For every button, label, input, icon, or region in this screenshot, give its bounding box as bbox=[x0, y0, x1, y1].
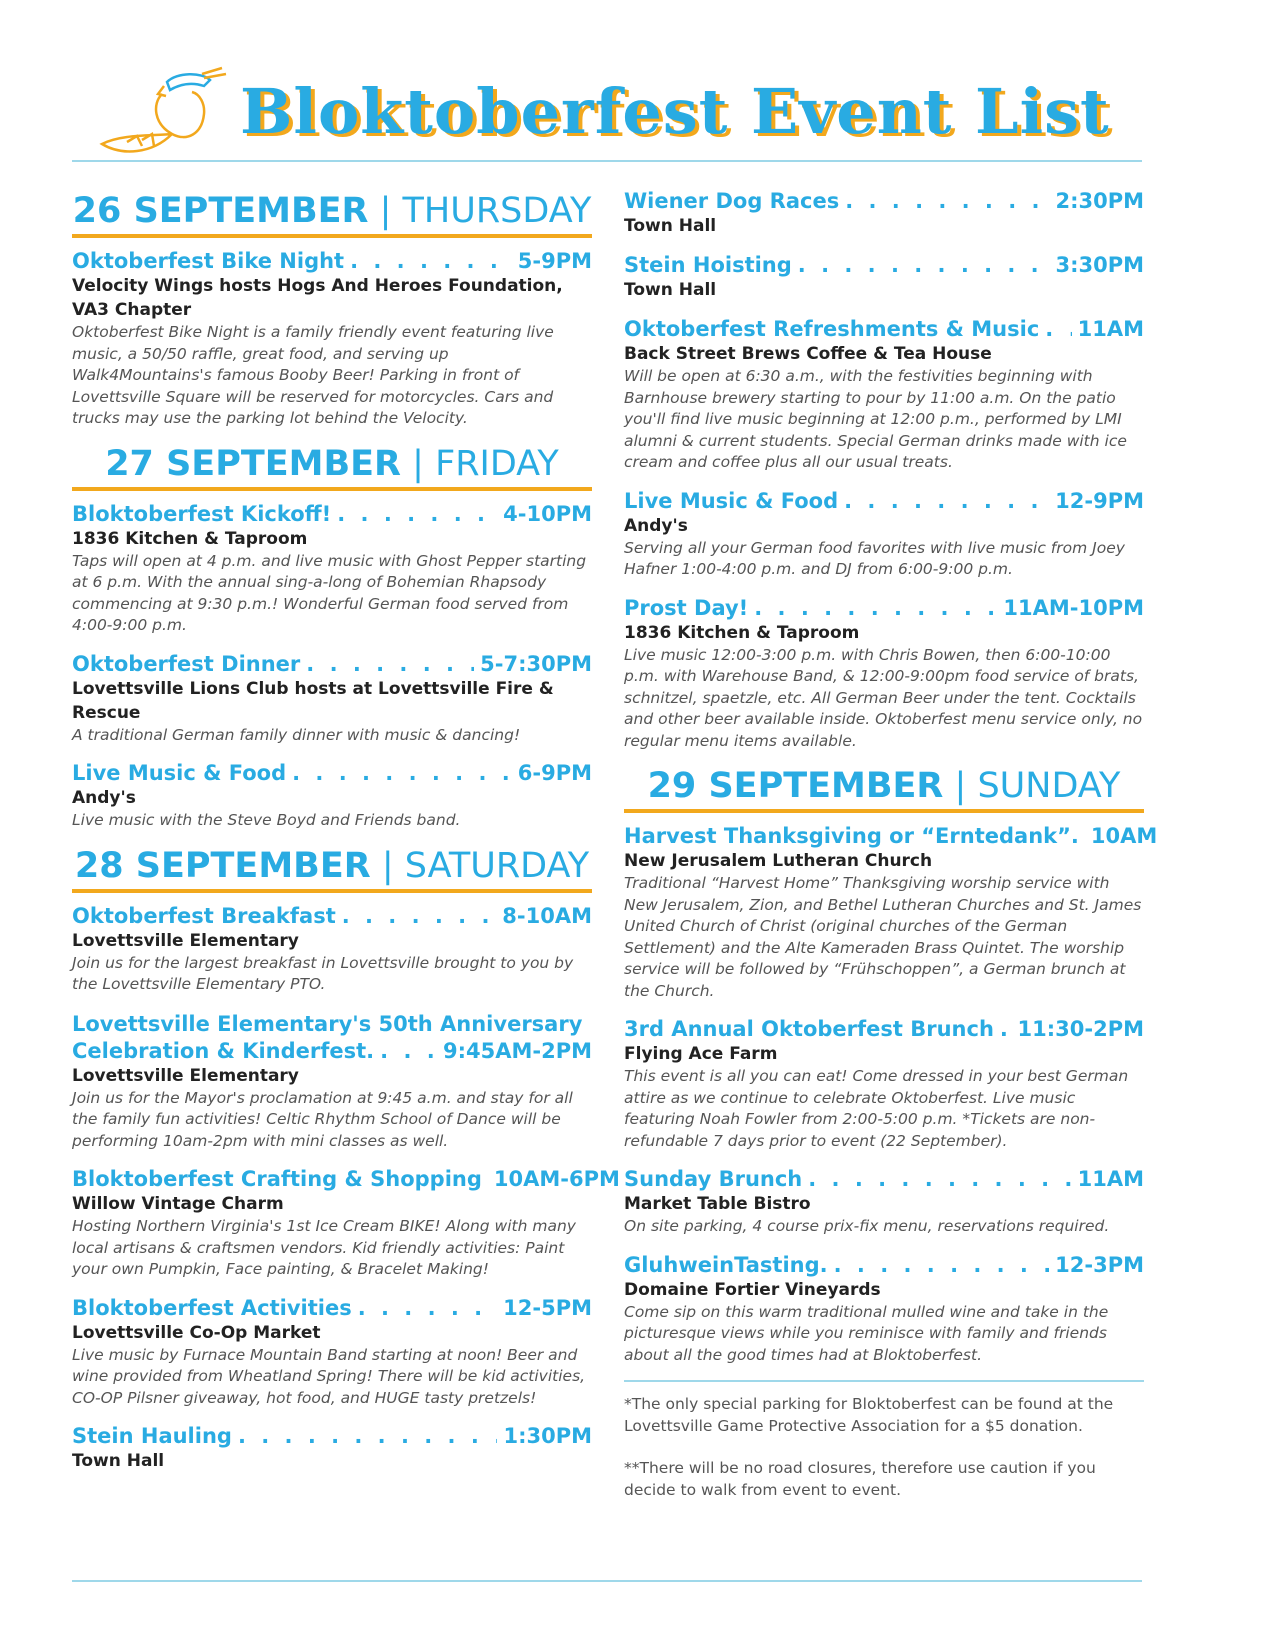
event-time: 8-10AM bbox=[502, 903, 592, 928]
event-item bbox=[72, 651, 592, 747]
event-description: Serving all your German food favorites with live music from Joey Hafner 1:00-4:00 p.m. and DJ from 6:00-9:00 p.m. bbox=[624, 538, 1125, 578]
day-heading: 29 SEPTEMBER | SUNDAY bbox=[624, 766, 1144, 813]
event-time: 12-5PM bbox=[503, 1295, 592, 1320]
event-venue: Lovettsville Co-Op Market bbox=[72, 1322, 321, 1343]
event-venue: Domaine Fortier Vineyards bbox=[624, 1279, 881, 1300]
day-heading: 26 SEPTEMBER | THURSDAY bbox=[72, 191, 592, 238]
event-title-row bbox=[624, 488, 1144, 514]
footnote: *The only special parking for Bloktoberfest can be found at the Lovettsville Game Protective Association for a $5 donation. bbox=[624, 1395, 1114, 1435]
event-title: Celebration & Kinderfest. bbox=[72, 1038, 375, 1063]
event-description: Join us for the Mayor's proclamation at 9:45 a.m. and stay for all the family fun activities! Celtic Rhythm School of Dance will be performing 10am-2pm with mini classes as well. bbox=[72, 1088, 573, 1150]
event-venue: New Jerusalem Lutheran Church bbox=[624, 851, 933, 871]
event-time: 1:30PM bbox=[503, 1424, 592, 1448]
event-title: Oktoberfest Bike Night bbox=[72, 249, 345, 273]
event-title-row bbox=[72, 903, 592, 929]
day-date: 28 SEPTEMBER bbox=[74, 845, 371, 886]
event-time: 5-7:30PM bbox=[480, 651, 592, 676]
event-venue: 1836 Kitchen & Taproom bbox=[72, 528, 308, 549]
event-item bbox=[624, 823, 1158, 1002]
footnote: **There will be no road closures, therefore use caution if you decide to walk from event to event. bbox=[624, 1459, 1096, 1499]
event-description: Oktoberfest Bike Night is a family friendly event featuring live music, a 50/50 raffle, great food, and serving up Walk4Mountains's famous Booby Beer! Parking in front of Lovettsville Square will be reserved for motorcycles. Cars and trucks may use the parking lot behind the Velocity. bbox=[72, 323, 554, 427]
event-venue: Town Hall bbox=[624, 280, 717, 300]
dot-leader bbox=[337, 501, 497, 527]
event-title-row bbox=[72, 760, 592, 786]
event-item bbox=[72, 1010, 592, 1153]
dot-leader bbox=[358, 1295, 497, 1321]
left-column bbox=[72, 185, 620, 1487]
event-time: 10AM bbox=[1090, 824, 1158, 848]
event-item bbox=[72, 1423, 592, 1473]
event-description: Hosting Northern Virginia's 1st Ice Cream BIKE! Along with many local artisans & craftsmen vendors. Kid friendly activities: Paint your own Pumpkin, Face painting, & Bracelet Making! bbox=[72, 1217, 576, 1278]
event-title-row bbox=[624, 595, 1144, 621]
event-item bbox=[624, 595, 1144, 753]
event-title: Live Music & Food bbox=[624, 488, 839, 513]
event-title: Sunday Brunch bbox=[624, 1167, 803, 1191]
event-title-row bbox=[72, 1295, 592, 1321]
event-time: 11AM-10PM bbox=[1003, 595, 1144, 620]
dot-leader bbox=[380, 1038, 437, 1064]
event-item bbox=[72, 1166, 620, 1281]
dot-leader bbox=[845, 188, 1049, 214]
event-description: Live music with the Steve Boyd and Friends band. bbox=[72, 811, 461, 829]
dot-leader bbox=[1045, 316, 1071, 342]
event-time: 12-3PM bbox=[1055, 1252, 1144, 1277]
event-venue: Lovettsville Lions Club hosts at Lovettsville Fire & Rescue bbox=[72, 678, 554, 723]
event-title: Bloktoberfest Crafting & Shopping bbox=[72, 1167, 482, 1191]
event-item bbox=[624, 316, 1144, 474]
event-time: 5-9PM bbox=[517, 249, 592, 273]
event-title: Oktoberfest Dinner bbox=[72, 651, 301, 676]
dot-leader bbox=[342, 903, 497, 929]
event-title-row bbox=[72, 248, 592, 274]
event-venue: Back Street Brews Coffee & Tea House bbox=[624, 344, 992, 364]
page-title: Bloktoberfest Event List bbox=[240, 74, 1110, 148]
event-title-row bbox=[624, 1166, 1144, 1192]
event-title-row bbox=[624, 1016, 1144, 1042]
event-title-row bbox=[624, 316, 1144, 342]
day-heading: 27 SEPTEMBER | FRIDAY bbox=[72, 444, 592, 491]
event-description: Come sip on this warm traditional mulled wine and take in the picturesque views while you reminisce with family and friends about all the good times had at Bloktoberfest. bbox=[624, 1302, 1109, 1364]
event-title: Wiener Dog Races bbox=[624, 189, 840, 213]
event-item bbox=[72, 760, 592, 832]
dot-leader bbox=[306, 651, 474, 677]
event-venue: Andy's bbox=[72, 788, 136, 808]
event-title: Harvest Thanksgiving or “Erntedank”. bbox=[624, 824, 1079, 848]
event-venue: Town Hall bbox=[624, 216, 717, 236]
event-description: On site parking, 4 course prix-fix menu, reservations required. bbox=[624, 1217, 1110, 1235]
event-title: Prost Day! bbox=[624, 595, 749, 620]
event-description: Taps will open at 4 p.m. and live music with Ghost Pepper starting at 6 p.m. With the annual sing-a-long of Bohemian Rhapsody commencing at 9:30 p.m.! Wonderful German food served from 4:00-9:00 p.m. bbox=[72, 551, 587, 634]
event-item bbox=[72, 501, 592, 637]
event-time: 11AM bbox=[1077, 1167, 1144, 1191]
event-venue: Willow Vintage Charm bbox=[72, 1194, 284, 1214]
event-time: 11AM bbox=[1077, 317, 1144, 341]
dot-leader bbox=[808, 1166, 1071, 1192]
event-description: Will be open at 6:30 a.m., with the festivities beginning with Barnhouse brewery starting to pour by 11:00 a.m. On the patio you'll find live music beginning at 12:00 p.m., performed by LMI alumni & current students. Special German drinks made with ice cream and coffee plus all our usual treats. bbox=[624, 367, 1127, 471]
event-title-row bbox=[72, 651, 592, 677]
dot-leader bbox=[238, 1423, 498, 1449]
dot-leader bbox=[350, 248, 512, 274]
event-title: Bloktoberfest Activities bbox=[72, 1295, 352, 1320]
header bbox=[72, 62, 1142, 162]
event-time: 4-10PM bbox=[503, 501, 592, 526]
event-item bbox=[624, 1016, 1144, 1152]
event-title-row bbox=[72, 1423, 592, 1449]
event-time: 12-9PM bbox=[1055, 488, 1144, 513]
day-date: 26 SEPTEMBER bbox=[72, 191, 369, 231]
dot-leader bbox=[844, 488, 1049, 514]
event-title-row bbox=[72, 1038, 592, 1064]
event-time: 3:30PM bbox=[1055, 253, 1144, 277]
day-heading: 28 SEPTEMBER | SATURDAY bbox=[72, 846, 592, 893]
event-venue: Lovettsville Elementary bbox=[72, 930, 299, 951]
event-description: Traditional “Harvest Home” Thanksgiving worship service with New Jerusalem, Zion, and Bethel Lutheran Churches and St. James United Church of Christ (original churches of the German Settlement) and the Alte Kameraden Brass Quintet. The worship service will be followed by “Frühschoppen”, a German brunch at the Church. bbox=[624, 874, 1142, 1000]
day-weekday: SATURDAY bbox=[404, 845, 590, 886]
event-venue: Velocity Wings hosts Hogs And Heroes Foundation, VA3 Chapter bbox=[72, 276, 563, 320]
event-title: Stein Hoisting bbox=[624, 253, 792, 277]
event-venue: Lovettsville Elementary bbox=[72, 1065, 299, 1086]
event-title-row bbox=[624, 188, 1144, 214]
event-title-row bbox=[624, 1252, 1144, 1278]
event-description: Live music by Furnace Mountain Band starting at noon! Beer and wine provided from Wheatland Spring! There will be kid activities, CO-OP Pilsner giveaway, hot food, and HUGE tasty pretzels! bbox=[72, 1345, 586, 1407]
event-title: GluhweinTasting. bbox=[624, 1252, 828, 1277]
dot-leader bbox=[292, 760, 512, 786]
event-item bbox=[72, 248, 592, 430]
day-weekday: THURSDAY bbox=[402, 191, 592, 231]
event-item bbox=[624, 1166, 1144, 1238]
dot-leader bbox=[754, 595, 997, 621]
event-item bbox=[72, 1295, 592, 1410]
event-title-row bbox=[624, 252, 1144, 278]
event-time: 2:30PM bbox=[1055, 189, 1144, 213]
event-description: Live music 12:00-3:00 p.m. with Chris Bowen, then 6:00-10:00 p.m. with Warehouse Band, & 12:00-9:00pm food service of brats, schnitzel, spaetzle, etc. All German Beer under the tent. Cocktails and other beer available inside. Oktoberfest menu service only, no regular menu items available. bbox=[624, 645, 1143, 750]
dot-leader bbox=[834, 1252, 1050, 1278]
event-title: Oktoberfest Breakfast bbox=[72, 903, 336, 928]
event-item bbox=[624, 252, 1144, 302]
fox-mascot-logo-icon bbox=[92, 64, 232, 159]
event-description: Join us for the largest breakfast in Lovettsville brought to you by the Lovettsville Elementary PTO. bbox=[72, 953, 574, 993]
event-title: Oktoberfest Refreshments & Music bbox=[624, 317, 1040, 341]
day-weekday: SUNDAY bbox=[977, 766, 1121, 806]
event-title: Live Music & Food bbox=[72, 761, 287, 785]
event-title-row bbox=[624, 823, 1158, 849]
event-venue: 1836 Kitchen & Taproom bbox=[624, 622, 860, 643]
event-description: A traditional German family dinner with music & dancing! bbox=[72, 725, 521, 744]
event-item bbox=[72, 903, 592, 996]
footer-rule bbox=[72, 1580, 1142, 1582]
dot-leader bbox=[798, 252, 1050, 278]
right-column bbox=[624, 188, 1158, 1522]
event-title-line: Lovettsville Elementary's 50th Anniversary bbox=[72, 1011, 583, 1036]
dot-leader bbox=[1000, 1016, 1012, 1042]
event-item bbox=[624, 1252, 1144, 1367]
event-description: This event is all you can eat! Come dressed in your best German attire as we continue to celebrate Oktoberfest. Live music featuring Noah Fowler from 2:00-5:00 p.m. *Tickets are non-refundable 7 days prior to event (22 September). bbox=[624, 1067, 1129, 1150]
event-venue: Flying Ace Farm bbox=[624, 1044, 778, 1064]
event-venue: Andy's bbox=[624, 515, 688, 536]
event-title: Stein Hauling bbox=[72, 1424, 232, 1448]
divider bbox=[624, 1380, 1144, 1382]
event-time: 11:30-2PM bbox=[1017, 1017, 1144, 1041]
day-date: 27 SEPTEMBER bbox=[105, 443, 402, 484]
event-time: 9:45AM-2PM bbox=[443, 1038, 592, 1063]
event-title-row bbox=[72, 1166, 620, 1192]
event-venue: Town Hall bbox=[72, 1451, 165, 1471]
event-time: 6-9PM bbox=[517, 761, 592, 785]
day-weekday: FRIDAY bbox=[435, 443, 559, 484]
event-venue: Market Table Bistro bbox=[624, 1194, 811, 1214]
event-item bbox=[624, 188, 1144, 238]
event-time: 10AM-6PM bbox=[493, 1167, 620, 1191]
event-item bbox=[624, 488, 1144, 581]
event-title: Bloktoberfest Kickoff! bbox=[72, 501, 332, 526]
event-title: 3rd Annual Oktoberfest Brunch bbox=[624, 1017, 994, 1041]
event-title-row bbox=[72, 501, 592, 527]
day-date: 29 SEPTEMBER bbox=[647, 766, 944, 806]
